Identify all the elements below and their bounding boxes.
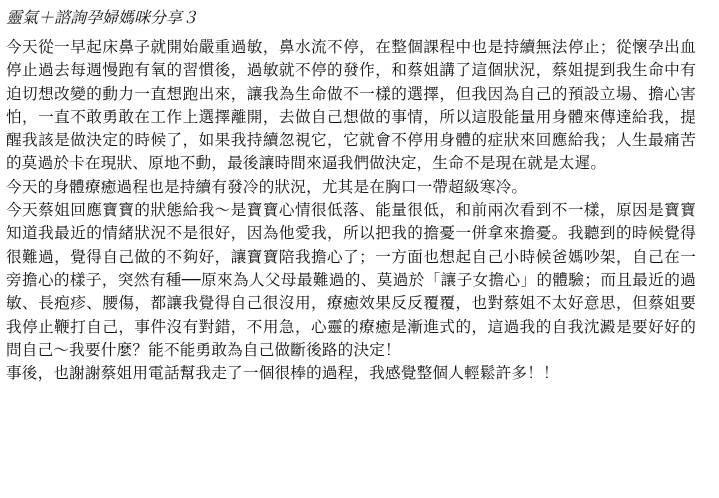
paragraph-body-healing: 今天的身體療癒過程也是持續有發冷的狀況，尤其是在胸口一帶超級寒冷。 xyxy=(6,177,528,196)
paragraph-baby-state: 今天蔡姐回應寶寶的狀態給我～是寶寶心情很低落、能量很低，和前兩次看到不一樣，原因是寶寶知道我最近的情緒狀況不是很好，因為他愛我，所以把我的擔憂一併拿來擔憂。我聽到的時候覺得很難過，覺得自己做的不夠好，讓寶寶陪我擔心了；一方面也想起自己小時候爸媽吵架，自己在一旁擔心的樣子，突然有種──原來為人父母最難過的、莫過於「讓子女擔心」的體驗；而且最近的過敏、長疱疹、腰傷，都讓我覺得自己很沒用，療癒效果反反覆覆，也對蔡姐不太好意思，但蔡姐要我停止鞭打自己，事件沒有對錯，不用急，心靈的療癒是漸進式的，這過我的自我沈澱是要好好的問自己～我要什麼？能不能勇敢為自己做斷後路的決定！ xyxy=(6,201,696,359)
document xyxy=(6,8,696,385)
document-title: 靈氣＋諮詢孕婦媽咪分享３ xyxy=(6,8,199,27)
paragraph-thanks: 事後，也謝謝蔡姐用電話幫我走了一個很棒的過程，我感覺整個人輕鬆許多！！ xyxy=(6,364,559,383)
paragraph-allergy: 今天從一早起床鼻子就開始嚴重過敏，鼻水流不停，在整個課程中也是持續無法停止；從懷孕出血停止過去每週慢跑有氧的習慣後，過敏就不停的發作，和蔡姐講了這個狀況，蔡姐提到我生命中有迫切想改變的動力一直想跑出來，讓我為生命做不一樣的選擇，但我因為自己的預設立場、擔心害怕，一直不敢勇敢在工作上選擇離開，去做自己想做的事情，所以這股能量用身體來傳達給我，提醒我該是做決定的時候了，如果我持續忽視它，它就會不停用身體的症狀來回應給我；人生最痛苦的莫過於卡在現狀、原地不動，最後讓時間來逼我們做決定，生命不是現在就是太遲。 xyxy=(6,38,696,173)
